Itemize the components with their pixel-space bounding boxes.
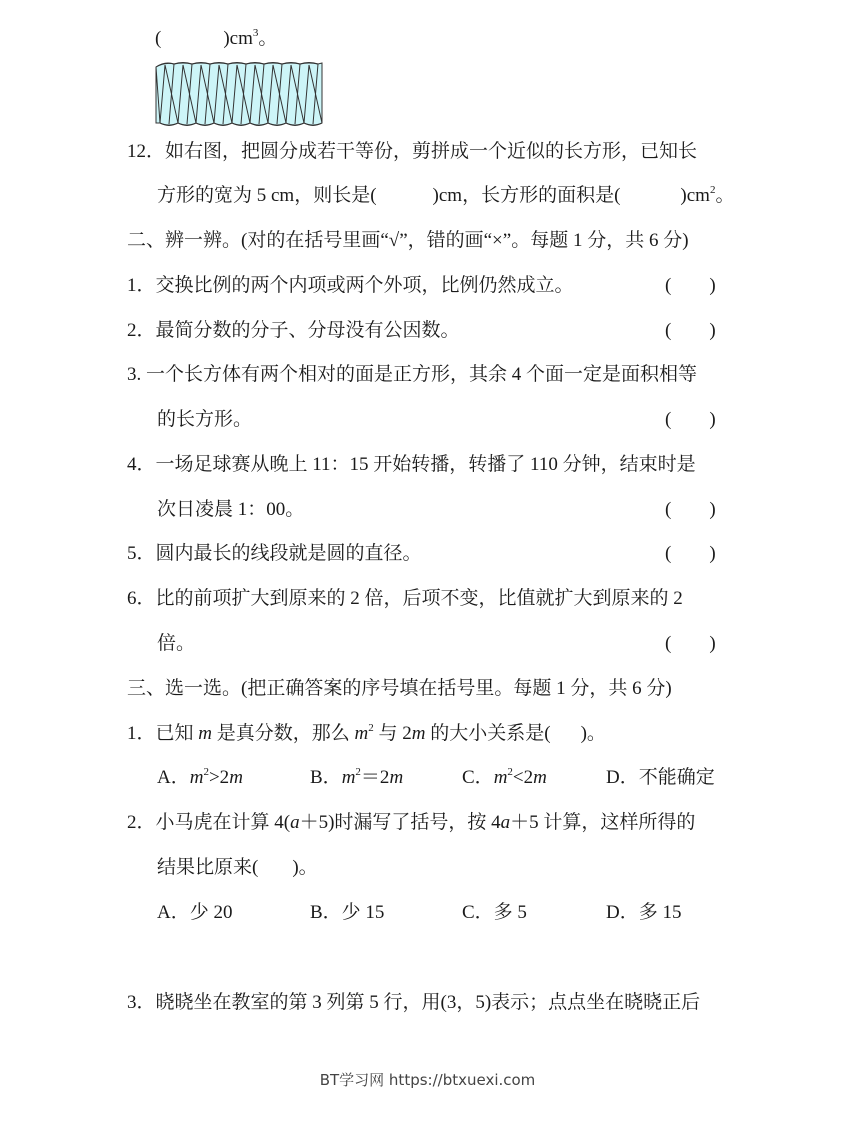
- var-m: m: [341, 767, 356, 788]
- option-text: 不能确定: [638, 767, 715, 788]
- paren-open: (: [665, 499, 672, 520]
- var-a: a: [290, 812, 300, 833]
- option-label: A．: [157, 767, 190, 788]
- section-3-title: 三、选一选。(把正确答案的序号填在括号里。每题 1 分，共 6 分): [127, 678, 672, 699]
- text: ＋5)时漏写了括号，按 4: [299, 812, 501, 833]
- unit-exponent: 2: [709, 184, 716, 196]
- tf-answer-3[interactable]: [665, 408, 716, 432]
- option-label: C．: [462, 767, 494, 788]
- var-m: m: [389, 767, 404, 788]
- paren-open: (: [665, 633, 672, 654]
- var-m: m: [189, 767, 204, 788]
- tf-item-4-line-1: 4．一场足球赛从晚上 11：15 开始转播，转播了 110 分钟，结束时是: [127, 454, 696, 475]
- mc-q2-line-2: [157, 856, 318, 880]
- text: 结果比原来(: [157, 857, 259, 878]
- footer-watermark-text: BT学习网 https://btxuexi.com: [319, 1071, 536, 1089]
- text: 1．已知: [127, 723, 199, 744]
- mc-q2-option-d[interactable]: D．多 15: [606, 902, 682, 923]
- punct: 。: [258, 28, 278, 49]
- text: ＋5 计算，这样所得的: [510, 812, 696, 833]
- text: )。: [580, 723, 606, 744]
- var-m: m: [493, 767, 508, 788]
- tf-answer-5[interactable]: [665, 542, 716, 566]
- q12-line-1: 12．如右图，把圆分成若干等份，剪拼成一个近似的长方形，已知长: [127, 141, 698, 162]
- paren-close: ): [709, 275, 716, 296]
- q12-text-a: 方形的宽为 5 cm，则长是(: [157, 185, 377, 206]
- unit-text: )cm: [223, 28, 253, 49]
- punct: 。: [715, 185, 735, 206]
- tf-item-3-line-1: 3. 一个长方体有两个相对的面是正方形，其余 4 个面一定是面积相等: [127, 364, 698, 385]
- text: 的大小关系是(: [425, 723, 551, 744]
- text: 2．小马虎在计算 4(: [127, 812, 291, 833]
- tf-item-6-line-2: 倍。: [157, 633, 196, 654]
- paren-open: (: [665, 409, 672, 430]
- paren-close: ): [709, 320, 716, 341]
- unit-exponent: 3: [252, 27, 259, 39]
- circle-sectors-rectangle-figure: [155, 61, 325, 127]
- tf-answer-2[interactable]: [665, 319, 716, 343]
- tf-item-5: 5．圆内最长的线段就是圆的直径。: [127, 543, 422, 564]
- paren-close: ): [709, 409, 716, 430]
- paren-close: ): [709, 499, 716, 520]
- option-label: D．: [606, 767, 639, 788]
- option-text: >2: [208, 767, 230, 788]
- var-m: m: [533, 767, 547, 788]
- mc-q1-option-c[interactable]: C．$m^2<2m$: [462, 766, 547, 788]
- paren-open: (: [665, 543, 672, 564]
- mc-q2-option-b[interactable]: B．少 15: [310, 902, 385, 923]
- paren-close: ): [709, 633, 716, 654]
- tf-item-2: 2．最简分数的分子、分母没有公因数。: [127, 320, 460, 341]
- section-2-title: 二、辨一辨。(对的在括号里画“√”，错的画“×”。每题 1 分，共 6 分): [127, 230, 689, 251]
- q12-line-2: [157, 184, 734, 208]
- tf-item-3-line-2: 的长方形。: [157, 409, 253, 430]
- tf-answer-1[interactable]: [665, 274, 716, 298]
- var-m: m: [354, 723, 369, 744]
- q11-answer-line: [155, 27, 277, 51]
- paren-open: (: [665, 320, 672, 341]
- tf-item-4-line-2: 次日凌晨 1：00。: [157, 499, 305, 520]
- mc-q1-option-d[interactable]: [606, 766, 715, 790]
- text: 是真分数，那么: [212, 723, 355, 744]
- tf-item-6-line-1: 6．比的前项扩大到原来的 2 倍，后项不变，比值就扩大到原来的 2: [127, 588, 683, 609]
- var-m: m: [198, 723, 212, 744]
- paren-close: ): [709, 543, 716, 564]
- tf-answer-6[interactable]: [665, 632, 716, 656]
- option-text: <2: [512, 767, 534, 788]
- tf-item-1: 1．交换比例的两个内项或两个外项，比例仍然成立。: [127, 275, 574, 296]
- var-a: a: [500, 812, 511, 833]
- text: 与 2: [373, 723, 412, 744]
- option-label: B．: [310, 767, 342, 788]
- answer-blank-open: (: [155, 28, 162, 49]
- mc-q2-line-1: [127, 811, 695, 835]
- mc-q1-option-a[interactable]: A．$m^2>2m$: [157, 766, 243, 788]
- mc-q2-option-c[interactable]: C．多 5: [462, 902, 527, 923]
- mc-q1-stem: 1．已知 m 是真分数，那么 $m^2$ 与 2m 的大小关系是( )。: [127, 722, 606, 744]
- text: )。: [292, 857, 318, 878]
- paren-open: (: [665, 275, 672, 296]
- var-m: m: [411, 723, 426, 744]
- mc-q1-option-b[interactable]: B．$m^2=2m$: [310, 766, 404, 788]
- tf-answer-4[interactable]: [665, 498, 716, 522]
- q12-text-b: )cm，长方形的面积是(: [432, 185, 621, 206]
- option-text: ＝2: [360, 767, 390, 788]
- var-m: m: [229, 767, 243, 788]
- q12-text-c: )cm: [680, 185, 710, 206]
- mc-q2-option-a[interactable]: A．少 20: [157, 902, 233, 923]
- mc-q3-line-1: 3．晓晓坐在教室的第 3 列第 5 行，用(3，5)表示；点点坐在晓晓正后: [127, 992, 701, 1013]
